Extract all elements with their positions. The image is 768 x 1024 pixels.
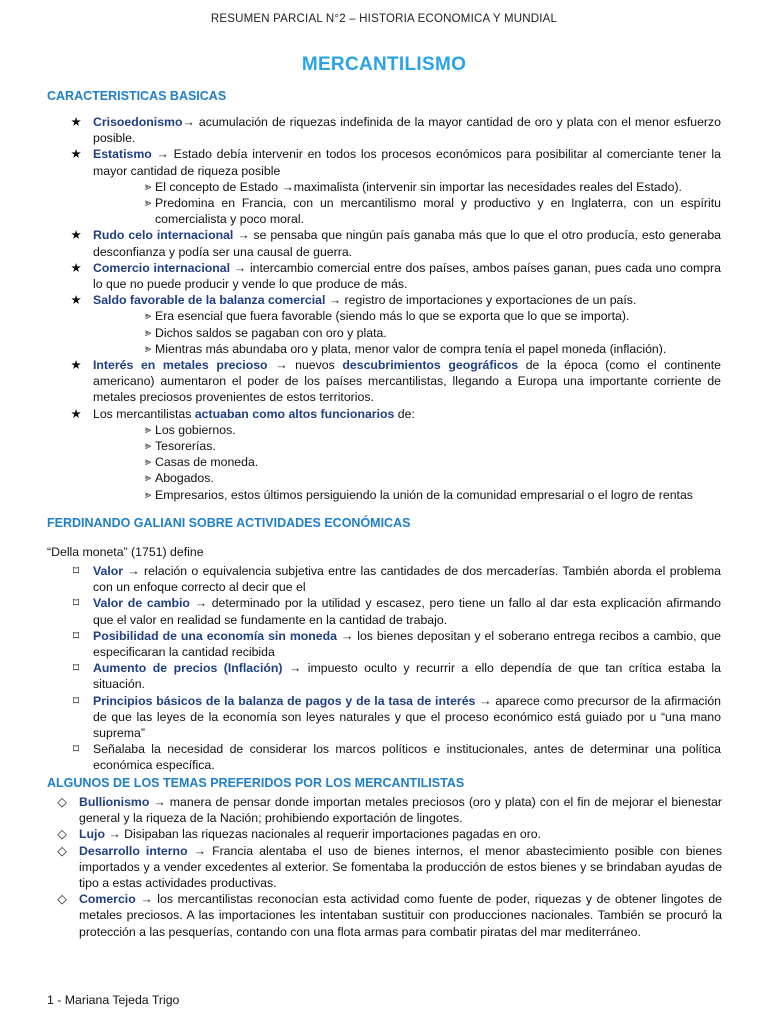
star-bullet-icon: ★ <box>70 147 82 162</box>
page-header: RESUMEN PARCIAL N°2 – HISTORIA ECONOMICA Y MUNDIAL <box>210 13 558 25</box>
arrow-bullet-icon: ⪢ <box>144 472 152 485</box>
star-bullet-icon: ★ <box>70 406 82 421</box>
diamond-outline-bullet-icon: ◇ <box>57 843 67 858</box>
diamond-bullet-icon: ⌑ <box>72 661 80 676</box>
arrow-bullet-icon: ⪢ <box>144 197 152 210</box>
section-heading-galiani: FERDINANDO GALIANI SOBRE ACTIVIDADES ECONÓMICAS <box>47 516 411 530</box>
page-title: MERCANTILISMO <box>301 54 467 75</box>
sub-list-item: ⪢ Casas de moneda. <box>155 454 721 470</box>
arrow-bullet-icon: ⪢ <box>144 488 152 501</box>
page-footer: 1 - Mariana Tejeda Trigo <box>47 993 180 1007</box>
list-item: ◇ Lujo → Disipaban las riquezas nacionales al requerir importaciones pagadas en oro. <box>79 826 722 842</box>
list-item: ★ Comercio internacional → intercambio comercial entre dos países, ambos países ganan, pues cada uno compra lo que no puede producir y vende lo que produce de más. <box>70 260 721 292</box>
arrow-bullet-icon: ⪢ <box>144 326 152 339</box>
diamond-bullet-icon: ⌑ <box>72 628 80 643</box>
sub-list-item: ⪢ Tesorerías. <box>155 438 721 454</box>
sub-list-item: ⪢ Abogados. <box>155 470 721 486</box>
list-item: ⌑ Valor de cambio → determinado por la utilidad y escasez, pero tiene un fallo al dar esta explicación afirmando que el valor en realidad se fundamente en la cantidad de trabajo. <box>93 595 721 627</box>
sub-list-item: ⪢ Dichos saldos se pagaban con oro y plata. <box>155 325 721 341</box>
list-item: ★ Crisoedonismo→ acumulación de riquezas indefinida de la mayor cantidad de oro y plata con el menor esfuerzo posible. <box>70 115 721 146</box>
star-bullet-icon: ★ <box>70 293 82 308</box>
section-galiani-list <box>72 563 721 774</box>
diamond-bullet-icon: ⌑ <box>72 742 80 757</box>
arrow-bullet-icon: ⪢ <box>144 310 152 323</box>
diamond-outline-bullet-icon: ◇ <box>57 892 67 907</box>
galiani-intro: “Della moneta” (1751) define <box>47 545 204 559</box>
diamond-outline-bullet-icon: ◇ <box>57 795 67 809</box>
list-item: ⌑ Posibilidad de una economía sin moneda → los bienes depositan y el soberano entrega recibos a cambio, que especificaran la cantidad recibida <box>93 628 721 660</box>
star-bullet-icon: ★ <box>70 115 82 129</box>
section-heading-caracteristicas: CARACTERISTICAS BASICAS <box>47 89 227 103</box>
section-heading-temas: ALGUNOS DE LOS TEMAS PREFERIDOS POR LOS MERCANTILISTAS <box>47 776 465 790</box>
diamond-bullet-icon: ⌑ <box>72 693 80 708</box>
list-item: ◇ Desarrollo interno → Francia alentaba el uso de bienes internos, el menor abastecimiento posible con bienes importados y a vender excedentes al exterior. Se fomentaba la producción de estos bienes y se brindaban ayudas de tipo a estas actividades productivas. <box>79 843 722 892</box>
sub-list-item: ⪢ Predomina en Francia, con un mercantilismo moral y productivo y en Inglaterra, con un espíritu comercialista y poco moral. <box>155 195 721 227</box>
section-caracteristicas-list <box>70 114 722 503</box>
arrow-bullet-icon: ⪢ <box>144 180 152 193</box>
list-item: ⌑ Señalaba la necesidad de considerar los marcos políticos e institucionales, antes de determinar una política económica específica. <box>93 741 721 773</box>
list-item: ★ Los mercantilistas actuaban como altos funcionarios de: <box>70 406 415 421</box>
list-item: ★ Estatismo → Estado debía intervenir en todos los procesos económicos para posibilitar al comerciante tener la mayor cantidad de riqueza posible <box>70 147 721 178</box>
star-bullet-icon: ★ <box>70 228 82 243</box>
list-item: ★ Saldo favorable de la balanza comercial → registro de importaciones y exportaciones de un país. <box>70 293 637 308</box>
arrow-bullet-icon: ⪢ <box>144 342 152 355</box>
diamond-bullet-icon: ⌑ <box>72 564 80 578</box>
list-item: ⌑ Principios básicos de la balanza de pagos y de la tasa de interés → aparece como precursor de la afirmación de que las leyes de la economía son leyes naturales y que el proceso económico está guiado por u “una mano suprema” <box>93 693 721 742</box>
diamond-bullet-icon: ⌑ <box>72 596 80 611</box>
diamond-outline-bullet-icon: ◇ <box>57 827 67 842</box>
list-item: ⌑ Aumento de precios (Inflación) → impuesto oculto y recurrir a ello dependía de que tan crítica estaba la situación. <box>93 660 721 692</box>
arrow-bullet-icon: ⪢ <box>144 440 152 453</box>
list-item: ⌑ Valor → relación o equivalencia subjetiva entre las cantidades de dos mercaderías. También aborda el problema con un enfoque correcto al decir que el <box>93 563 721 595</box>
sub-list-item: ⪢ El concepto de Estado →maximalista (intervenir sin importar las necesidades reales del Estado). <box>155 179 721 195</box>
list-item: ◇ Bullionismo → manera de pensar donde importan metales preciosos (oro y plata) con el fin de mejorar el bienestar general y la riqueza de la Nación; prohibiendo exportación de lingotes. <box>79 794 722 826</box>
list-item: ◇ Comercio → los mercantilistas reconocían esta actividad como fuente de poder, riquezas y de obtener lingotes de metales preciosos. A las importaciones les intentaban sustituir con producciones nacionales. También se procuró la protección a las pesquerías, contando con una flota armas para combatir piratas del mar mediterráneo. <box>79 891 722 940</box>
star-bullet-icon: ★ <box>70 260 82 275</box>
sub-list-item: ⪢ Los gobiernos. <box>155 422 721 438</box>
list-item: ★ Rudo celo internacional → se pensaba que ningún país ganaba más que lo que el otro producía, esto generaba desconfianza y podía ser una causal de guerra. <box>70 228 721 259</box>
sub-list-item: ⪢ Mientras más abundaba oro y plata, menor valor de compra tenía el papel moneda (inflación). <box>155 341 721 357</box>
arrow-bullet-icon: ⪢ <box>144 423 152 436</box>
star-bullet-icon: ★ <box>70 358 82 373</box>
list-item: ★ Interés en metales precioso → nuevos descubrimientos geográficos de la época (como el continente americano) aumentaron el poder de los países mercantilistas, llegando a Europa una importante corriente de metales preciosos provenientes de estos territorios. <box>70 358 722 405</box>
sub-list-item: ⪢ Era esencial que fuera favorable (siendo más lo que se exporta que lo que se importa). <box>155 308 721 324</box>
section-temas-list <box>57 794 722 940</box>
arrow-bullet-icon: ⪢ <box>144 456 152 469</box>
sub-list-item: ⪢ Empresarios, estos últimos persiguiendo la unión de la comunidad empresarial o el logro de rentas <box>155 487 721 503</box>
